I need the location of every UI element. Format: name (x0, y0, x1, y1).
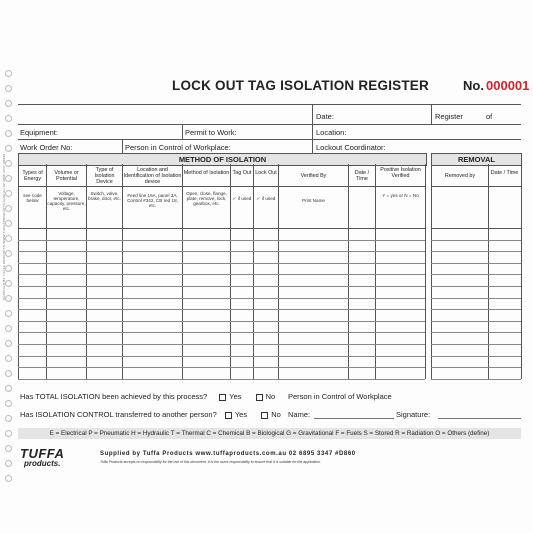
table-gridline (375, 164, 376, 379)
hint-print-name: Print Name (302, 198, 325, 203)
table-gridline (425, 164, 426, 379)
table-gridline (253, 164, 254, 379)
location-field[interactable]: Location: (316, 128, 347, 137)
binding-hole (5, 295, 12, 302)
table-gridline (86, 164, 87, 379)
binding-hole (5, 415, 12, 422)
table-gridline (18, 286, 425, 287)
yes-checkbox[interactable] (219, 394, 226, 401)
binding-hole (5, 280, 12, 287)
yes-checkbox[interactable] (225, 412, 232, 419)
hint-positive: Y = yes or N = No (382, 193, 419, 198)
energy-code-legend: E = Electrical P = Pneumatic H = Hydraulic T = Thermal C = Chemical B = Biological G = Gravitational F = Fuels S = Stored R = Radiation O = Others (define) (18, 428, 521, 439)
binding-hole (5, 85, 12, 92)
col-location-identification: Location and Identification of Isolation device (123, 167, 182, 185)
col-method-of-isolation: Method of Isolation (183, 170, 230, 176)
name-label: Name: (288, 410, 311, 419)
col-types-of-energy: Types of Energy (22, 170, 43, 182)
question-text: Has TOTAL ISOLATION been achieved by this process? (20, 392, 208, 401)
col-tag-out: Tag Out (232, 170, 252, 176)
rule (18, 124, 521, 125)
table-gridline (521, 164, 522, 379)
col-removal-date-time: Date / Time (490, 170, 519, 176)
binding-hole (5, 460, 12, 467)
page-title: LOCK OUT TAG ISOLATION REGISTER (172, 78, 429, 93)
table-gridline (122, 164, 123, 379)
table-gridline (18, 367, 425, 368)
no-label: No (265, 392, 276, 401)
table-gridline (18, 321, 425, 322)
permit-field[interactable]: Permit to Work: (185, 128, 237, 137)
date-label: Date: (316, 112, 334, 121)
lockout-coordinator-field[interactable]: Lockout Coordinator: (316, 143, 386, 152)
col-isolation-device: Type of Isolation Device (94, 167, 115, 185)
person-control-field[interactable]: Person in Control of Workplace: (125, 143, 231, 152)
binding-hole (5, 100, 12, 107)
supplier-line: Supplied by Tuffa Products www.tuffaproducts.com.au 02 6895 3347 #D860 (100, 451, 356, 457)
method-of-isolation-header: METHOD OF ISOLATION (18, 153, 427, 166)
signature-line[interactable] (438, 418, 521, 419)
table-gridline (431, 298, 521, 299)
binding-hole (5, 205, 12, 212)
register-label: Register (435, 112, 463, 121)
table-gridline (278, 164, 279, 379)
table-gridline (18, 309, 425, 310)
col-lock-out: Lock Out (255, 170, 277, 176)
table-gridline (46, 164, 47, 379)
divider (312, 104, 313, 124)
table-gridline (431, 332, 521, 333)
table-gridline (488, 164, 489, 379)
binding-hole (5, 115, 12, 122)
binding-hole (5, 475, 12, 482)
binding-hole (5, 265, 12, 272)
binding-hole (5, 430, 12, 437)
table-gridline (431, 356, 521, 357)
binding-hole (5, 190, 12, 197)
table-gridline (18, 228, 425, 229)
binding-hole (5, 145, 12, 152)
binding-hole (5, 445, 12, 452)
signature-label: Signature: (396, 410, 431, 419)
logo-sub: products. (24, 459, 61, 468)
binding-hole (5, 385, 12, 392)
table-gridline (431, 186, 521, 187)
side-print: SUPPLIED BY TUFFA PRODUCTS WWW.TUFFAPRODUCTS.COM.AU 02 6895 3347 #D860 (2, 153, 6, 300)
binding-hole (5, 355, 12, 362)
hint-volume: Voltage, temperature, capacity, pressure, etc. (47, 191, 86, 211)
removal-header: REMOVAL (431, 153, 522, 166)
question-total-isolation (20, 392, 275, 401)
binding-hole (5, 325, 12, 332)
table-gridline (431, 309, 521, 310)
table-gridline (18, 332, 425, 333)
yes-label: Yes (229, 392, 242, 401)
question-isolation-control (20, 410, 281, 419)
table-gridline (182, 164, 183, 379)
col-positive-isolation: Positive Isolation Verified (380, 167, 421, 179)
table-gridline (431, 164, 432, 379)
number-label: No. (463, 78, 484, 93)
divider (312, 124, 313, 139)
divider (312, 139, 313, 153)
binding-hole (5, 370, 12, 377)
table-gridline (18, 240, 425, 241)
name-line[interactable] (314, 418, 394, 419)
binding-hole (5, 250, 12, 257)
tuffa-logo (20, 448, 64, 468)
no-checkbox[interactable] (256, 394, 263, 401)
table-gridline (431, 367, 521, 368)
divider (182, 124, 183, 139)
table-gridline (18, 274, 425, 275)
table-gridline (431, 344, 521, 345)
register-number: 000001 (486, 78, 530, 93)
col-removed-by: Removed by (444, 173, 476, 179)
binding-hole (5, 400, 12, 407)
table-gridline (18, 379, 425, 380)
table-gridline (18, 298, 425, 299)
person-control-label: Person in Control of Workplace (288, 392, 392, 401)
binding-hole (5, 175, 12, 182)
table-gridline (431, 251, 521, 252)
hint-tag-out: ✓ if used (232, 196, 252, 201)
table-gridline (18, 164, 19, 379)
binding-hole (5, 310, 12, 317)
table-gridline (431, 240, 521, 241)
yes-label: Yes (234, 410, 248, 419)
work-order-field[interactable]: Work Order No: (20, 143, 73, 152)
binding-hole (5, 220, 12, 227)
equipment-field[interactable]: Equipment: (20, 128, 58, 137)
table-gridline (18, 186, 425, 187)
hint-energy: see code below (23, 193, 42, 203)
binding-hole (5, 70, 12, 77)
divider (122, 139, 123, 153)
disclaimer: Tuffa Products accepts no responsibility for the use of this document. It is the users responsibility to ensure that it is suitable for the application. (100, 460, 321, 464)
table-gridline (18, 356, 425, 357)
col-volume-potential: Volume or Potential (54, 170, 79, 182)
table-gridline (18, 251, 425, 252)
of-label: of (486, 112, 493, 121)
table-gridline (431, 321, 521, 322)
table-gridline (431, 379, 521, 380)
table-gridline (348, 164, 349, 379)
table-gridline (431, 286, 521, 287)
hint-location: Feed line 16A, panel 3A, Control #342, CB red 18, etc. (127, 193, 178, 208)
binding-hole (5, 340, 12, 347)
col-verified-by: Verified By (300, 173, 327, 179)
table-gridline (230, 164, 231, 379)
hint-lock-out: ✓ if used (256, 196, 276, 201)
rule (18, 139, 521, 140)
col-date-time: Date / Time (354, 170, 370, 182)
logo-main: TUFFA (20, 446, 65, 461)
table-gridline (431, 228, 521, 229)
rule-top (18, 104, 521, 105)
divider (431, 104, 432, 124)
table-gridline (18, 344, 425, 345)
hint-device: Switch, valve, brake, door, etc. (88, 191, 121, 201)
binding-hole (5, 130, 12, 137)
no-checkbox[interactable] (261, 412, 268, 419)
no-label: No (271, 410, 281, 419)
table-gridline (431, 263, 521, 264)
table-gridline (18, 263, 425, 264)
binding-hole (5, 160, 12, 167)
binding-hole (5, 235, 12, 242)
table-gridline (431, 274, 521, 275)
question-text: Has ISOLATION CONTROL transferred to another person? (20, 410, 217, 419)
hint-method: Open, close, flange, plate, remove, lock, gearbox, etc. (186, 191, 227, 206)
